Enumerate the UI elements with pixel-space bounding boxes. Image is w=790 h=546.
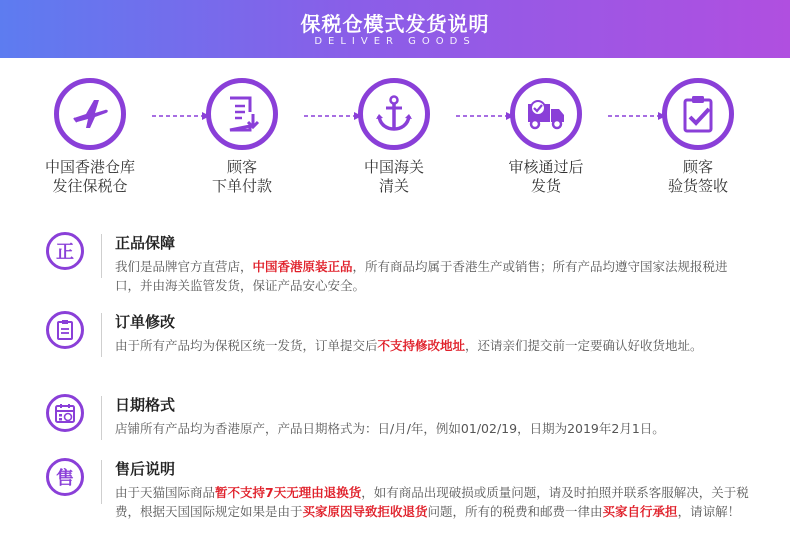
info-body: 由于天猫国际商品暂不支持7天无理由退换货，如有商品出现破损或质量问题，请及时拍照并联系客服解决，关于税费，根据天国国际规定如果是由于买家原因导致拒收退货问题，所有的税费和邮费一律由买家自行承担，请谅解！ <box>115 485 749 519</box>
info-body: 店铺所有产品均为香港原产，产品日期格式为：日/月/年，例如01/02/19，日期为2019年2月1日。 <box>115 421 665 436</box>
header-banner <box>0 0 790 58</box>
divider <box>101 396 102 440</box>
step-label-line1: 审核通过后 <box>508 158 584 176</box>
truck-icon <box>510 78 582 150</box>
step-label-line1: 中国海关 <box>363 158 424 176</box>
divider <box>101 234 102 278</box>
info-title: 日期格式 <box>115 396 176 414</box>
page-subtitle: DELIVER GOODS <box>314 36 476 47</box>
genuine-icon: 正 <box>46 232 84 270</box>
process-steps <box>0 78 790 208</box>
clipboard-check-icon <box>662 78 734 150</box>
airplane-icon <box>54 78 126 150</box>
document-icon <box>46 311 84 349</box>
calendar-icon <box>46 394 84 432</box>
step-customs <box>329 78 459 196</box>
step-label-line1: 顾客 <box>226 158 257 176</box>
info-title: 正品保障 <box>115 234 176 252</box>
step-inspect-sign <box>633 78 763 196</box>
step-label-line2: 清关 <box>378 177 409 195</box>
after-sales-icon: 售 <box>46 458 84 496</box>
step-hk-warehouse <box>25 78 155 196</box>
step-label-line2: 下单付款 <box>211 177 272 195</box>
step-label-line2: 发往保税仓 <box>52 177 128 195</box>
order-form-icon <box>206 78 278 150</box>
step-approve-ship <box>481 78 611 196</box>
step-label-line2: 发货 <box>530 177 561 195</box>
info-body: 由于所有产品均为保税区统一发货，订单提交后不支持修改地址，还请亲们提交前一定要确认好收货地址。 <box>115 338 703 353</box>
divider <box>101 460 102 504</box>
step-label-line1: 中国香港仓库 <box>44 158 135 176</box>
info-title: 订单修改 <box>115 313 176 331</box>
info-body: 我们是品牌官方直营店，中国香港原装正品，所有商品均属于香港生产或销售；所有产品均遵守国家法规报税进口，并由海关监管发货，保证产品安心安全。 <box>115 259 728 293</box>
info-title: 售后说明 <box>115 460 176 478</box>
step-label-line2: 验货签收 <box>667 177 728 195</box>
step-customer-order <box>177 78 307 196</box>
anchor-icon <box>358 78 430 150</box>
page-title: 保税仓模式发货说明 <box>300 12 490 36</box>
step-label-line1: 顾客 <box>682 158 713 176</box>
divider <box>101 313 102 357</box>
